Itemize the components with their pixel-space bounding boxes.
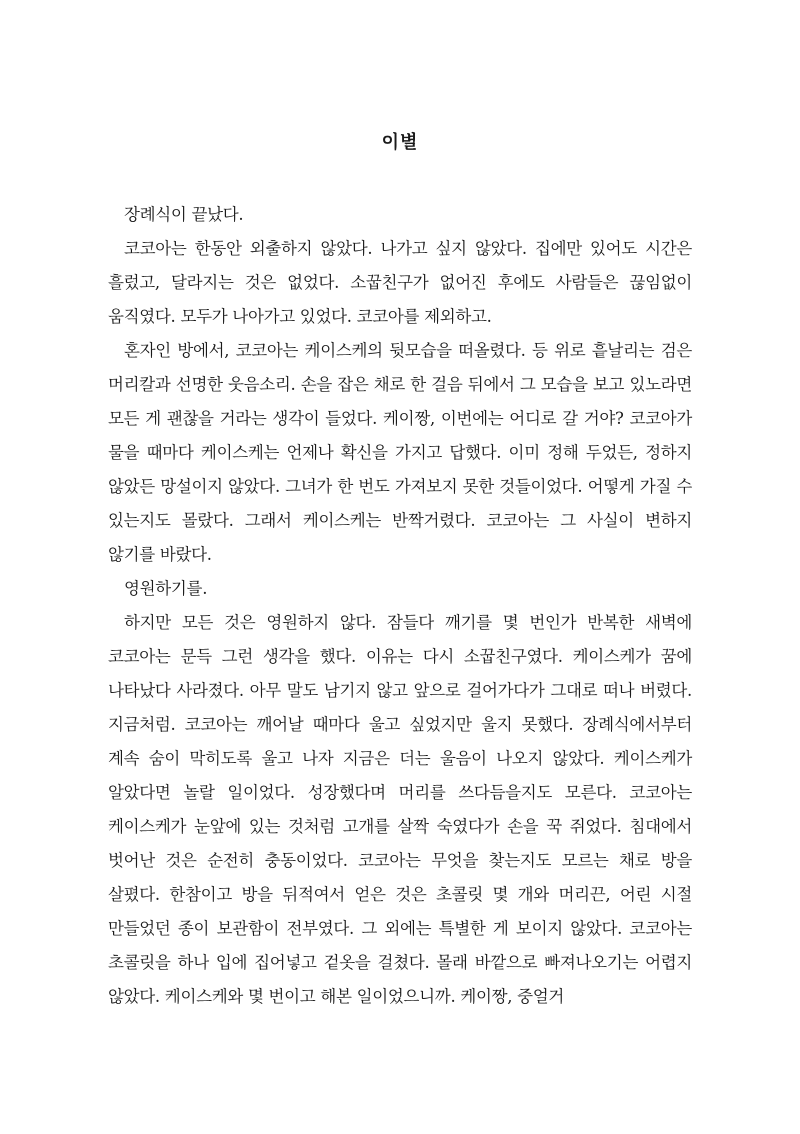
paragraph-nothing-is-forever: 하지만 모든 것은 영원하지 않다. 잠들다 깨기를 몇 번인가 반복한 새벽에 코코아는 문득 그런 생각을 했다. 이유는 다시 소꿉친구였다. 케이스케가 꿈에 나타났다 사라졌다. 아무 말도 남기지 않고 앞으로 걸어가다가 그대로 떠나 버렸다. 지금처럼. 코코아는 깨어날 때마다 울고 싶었지만 울지 못했다. 장례식에서부터 계속 숨이 막히도록 울고 나자 지금은 더는 울음이 나오지 않았다. 케이스케가 알았다면 놀랄 일이었다. 성장했다며 머리를 쓰다듬을지도 모른다. 코코아는 케이스케가 눈앞에 있는 것처럼 고개를 살짝 숙였다가 손을 꾹 쥐었다. 침대에서 벗어난 것은 순전히 충동이었다. 코코아는 무엇을 찾는지도 모르는 채로 방을 살폈다. 한참이고 방을 뒤적여서 얻은 것은 초콜릿 몇 개와 머리끈, 어린 시절 만들었던 종이 보관함이 전부였다. 그 외에는 특별한 게 보이지 않았다. 코코아는 초콜릿을 하나 입에 집어넣고 겉옷을 걸쳤다. 몰래 바깥으로 빠져나오기는 어렵지 않았다. 케이스케와 몇 번이고 해본 일이었으니까. 케이짱, 중얼거 — [108, 613, 692, 1006]
paragraph-remembering-keisuke: 혼자인 방에서, 코코아는 케이스케의 뒷모습을 떠올렸다. 등 위로 흩날리는 검은 머리칼과 선명한 웃음소리. 손을 잡은 채로 한 걸음 뒤에서 그 모습을 보고 있노라면 모든 게 괜찮을 거라는 생각이 들었다. 케이짱, 이번에는 어디로 갈 거야? 코코아가 물을 때마다 케이스케는 언제나 확신을 가지고 답했다. 이미 정해 두었든, 정하지 않았든 망설이지 않았다. 그녀가 한 번도 가져보지 못한 것들이었다. 어떻게 가질 수 있는지도 몰랐다. 그래서 케이스케는 반짝거렸다. 코코아는 그 사실이 변하지 않기를 바랐다. — [108, 341, 692, 564]
paragraph-forever: 영원하기를. — [124, 579, 208, 598]
document-page — [108, 126, 692, 1014]
paragraph-staying-home: 코코아는 한동안 외출하지 않았다. 나가고 싶지 않았다. 집에만 있어도 시간은 흘렀고, 달라지는 것은 없었다. 소꿉친구가 없어진 후에도 사람들은 끊임없이 움직였다. 모두가 나아가고 있었다. 코코아를 제외하고. — [108, 239, 692, 326]
document-title: 이별 — [381, 132, 419, 153]
paragraph-funeral-ended: 장례식이 끝났다. — [124, 205, 244, 224]
